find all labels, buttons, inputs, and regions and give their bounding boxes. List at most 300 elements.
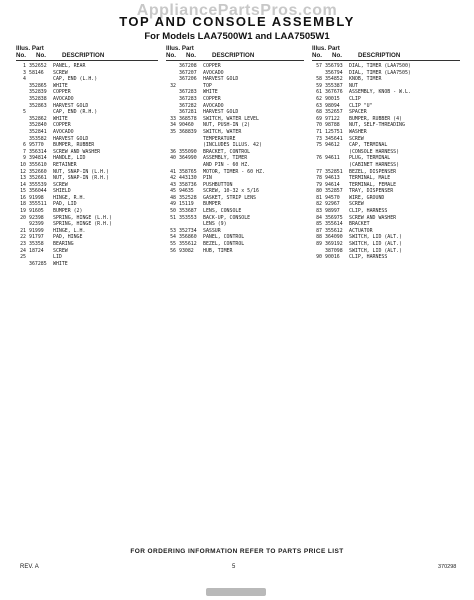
part-description: HARVEST GOLD	[53, 135, 89, 142]
part-row	[166, 182, 304, 189]
part-row	[16, 162, 158, 169]
illus-number	[16, 129, 29, 136]
part-row	[16, 76, 158, 83]
illus-number	[16, 89, 29, 96]
part-description: BEZEL, DISPENSER	[349, 168, 397, 175]
illus-number: 35	[170, 128, 176, 135]
part-description: WHITE	[203, 89, 218, 96]
illus-number	[16, 221, 29, 228]
illus-number: 18	[20, 201, 26, 208]
illus-number: 19	[20, 208, 26, 215]
header-partno: No.	[332, 52, 342, 59]
part-description: PIN	[203, 175, 212, 182]
illus-number: 68	[316, 109, 322, 116]
illus-number	[16, 103, 29, 110]
part-number: 352734	[179, 227, 197, 234]
part-row	[16, 149, 158, 156]
part-row	[312, 103, 460, 110]
illus-number	[16, 261, 29, 268]
header-description: DESCRIPTION	[62, 52, 105, 59]
illus-number: 33	[170, 115, 176, 122]
part-number: 356860	[179, 234, 197, 241]
part-number	[325, 149, 349, 156]
part-number: 352660	[29, 168, 47, 175]
part-number: 355539	[29, 181, 47, 188]
part-row	[16, 182, 158, 189]
illus-number: 24	[20, 247, 26, 254]
part-description: AND PIN - 60 HZ.	[203, 161, 251, 168]
illus-number	[16, 116, 29, 123]
illus-number	[16, 122, 29, 129]
part-description: HARVEST GOLD	[203, 109, 239, 116]
illus-number: 61	[316, 89, 322, 96]
part-number: 355612	[179, 241, 197, 248]
part-description: (CONSOLE HARNESS)	[349, 148, 400, 155]
part-number: 367208	[179, 63, 197, 69]
part-description: SWITCH, LID (ALT.)	[349, 234, 402, 241]
illus-number	[166, 76, 179, 83]
part-number: 367283	[179, 95, 197, 102]
part-row	[312, 89, 460, 96]
part-number: 91797	[29, 234, 44, 241]
header-no: No.	[312, 52, 322, 59]
part-number: 98788	[325, 122, 340, 129]
header-no: No.	[16, 52, 26, 59]
part-description: TOP	[203, 82, 212, 89]
illus-number: 85	[316, 221, 322, 228]
part-row	[312, 83, 460, 90]
page-title: TOP AND CONSOLE ASSEMBLY	[119, 14, 355, 29]
part-description: SCREW	[53, 247, 68, 254]
illus-number: 88	[316, 234, 322, 241]
part-description: AVOCADO	[203, 69, 224, 76]
illus-number: 82	[316, 201, 322, 208]
illus-number: 32	[170, 82, 176, 89]
part-description: CLIP, HARNESS	[349, 254, 388, 261]
part-description: COPPER	[53, 89, 71, 96]
part-number: 353553	[179, 214, 197, 221]
part-number: 353582	[29, 135, 47, 142]
illus-number: 10	[20, 161, 26, 168]
part-description: BUMPER, RUBBER	[53, 142, 95, 149]
part-description: SCREW, 10-32 x 5/16	[203, 188, 259, 195]
illus-number: 34	[170, 122, 176, 129]
part-number: 355612	[325, 227, 343, 234]
illus-number: 77	[316, 168, 322, 175]
illus-number	[16, 83, 29, 90]
part-description: (CABINET HARNESS)	[349, 161, 400, 168]
part-number: 352528	[179, 194, 197, 201]
part-description: SWITCH, LID (ALT.)	[349, 241, 402, 248]
illus-number: 54	[170, 234, 176, 241]
illus-number: 1	[23, 63, 26, 69]
part-row	[312, 241, 460, 248]
illus-number: 7	[23, 148, 26, 155]
part-number: 98094	[325, 102, 340, 109]
illus-number: 71	[316, 128, 322, 135]
illus-number: 51	[170, 214, 176, 221]
illus-number	[16, 136, 29, 143]
illus-number: 23	[20, 241, 26, 248]
part-description: CLIP	[349, 95, 361, 102]
part-number: 94612	[325, 142, 340, 149]
part-number	[29, 254, 53, 261]
part-row	[166, 162, 304, 169]
illus-number: 12	[20, 168, 26, 175]
part-row	[312, 215, 460, 222]
illus-number: 5	[23, 109, 26, 116]
part-row	[312, 149, 460, 156]
part-row	[166, 83, 304, 90]
part-number	[29, 109, 53, 116]
part-number: 90016	[325, 254, 340, 261]
part-description: WASHER	[349, 128, 367, 135]
illus-number: 41	[170, 168, 176, 175]
part-number: 92399	[29, 221, 44, 228]
part-row	[166, 241, 304, 248]
illus-number: 6	[23, 142, 26, 149]
part-description: SHIELD	[53, 188, 71, 195]
part-row	[166, 248, 304, 255]
part-number: 90015	[325, 95, 340, 102]
part-description: SPACER	[349, 109, 367, 116]
part-number	[179, 142, 203, 149]
part-number: 356314	[29, 148, 47, 155]
part-row	[166, 109, 304, 116]
illus-number: 20	[20, 214, 26, 221]
part-number: 93082	[179, 247, 194, 254]
part-row	[312, 136, 460, 143]
part-number: 94614	[325, 181, 340, 188]
part-row	[166, 201, 304, 208]
illus-number: 40	[170, 155, 176, 162]
part-number	[179, 136, 203, 143]
part-number: 387098	[325, 247, 343, 254]
illus-number: 80	[316, 188, 322, 195]
ordering-note: FOR ORDERING INFORMATION REFER TO PARTS PRICE LIST	[130, 548, 344, 555]
part-row	[16, 221, 158, 228]
part-number: 94570	[325, 194, 340, 201]
illus-number: 9	[23, 155, 26, 162]
part-row	[312, 221, 460, 228]
part-row	[16, 228, 158, 235]
header-partno: No.	[186, 52, 196, 59]
document-code: 370298	[438, 564, 457, 570]
part-description: GASKET, STRIP LENS	[203, 194, 256, 201]
illus-number: 87	[316, 227, 322, 234]
illus-number: 79	[316, 181, 322, 188]
part-number: 352661	[29, 175, 47, 182]
part-number: 367206	[179, 76, 197, 83]
illus-number	[166, 70, 179, 77]
part-number: 369192	[325, 241, 343, 248]
part-row	[166, 70, 304, 77]
part-description: LENS, CONSOLE	[203, 208, 242, 215]
part-number: 91605	[29, 208, 44, 215]
part-number: 367207	[179, 69, 197, 76]
illus-number: 76	[316, 155, 322, 162]
part-description: NUT, SELF-THREADING	[349, 122, 405, 129]
part-description: COPPER	[53, 122, 71, 129]
part-number: 355090	[179, 148, 197, 155]
part-row	[166, 142, 304, 149]
part-row	[312, 109, 460, 116]
part-number: 352863	[29, 102, 47, 109]
part-number: 364090	[325, 234, 343, 241]
scan-smudge	[206, 588, 266, 596]
illus-number: 21	[20, 227, 26, 234]
part-number: 355610	[29, 161, 47, 168]
part-row	[16, 254, 158, 261]
illus-number: 16	[20, 194, 26, 201]
part-number: 368839	[179, 128, 197, 135]
illus-number: 58	[316, 76, 322, 83]
part-number: 97122	[325, 115, 340, 122]
illus-number: 70	[316, 122, 322, 129]
part-description: PAD, LID	[53, 201, 77, 208]
part-row	[166, 136, 304, 143]
illus-number	[16, 96, 29, 103]
illus-number: 13	[20, 175, 26, 182]
part-row	[166, 122, 304, 129]
part-row	[312, 254, 460, 261]
part-row	[312, 96, 460, 103]
part-description: (INCLUDES ILLUS. 42)	[203, 142, 262, 149]
part-description: SCREW AND WASHER	[53, 148, 101, 155]
part-description: BEZEL, CONTROL	[203, 241, 245, 248]
illus-number: 55	[170, 241, 176, 248]
part-row	[166, 175, 304, 182]
part-row	[16, 201, 158, 208]
part-number: 18724	[29, 247, 44, 254]
part-description: BUMPER, RUBBER (4)	[349, 115, 402, 122]
part-number: 355614	[325, 221, 343, 228]
illus-number: 69	[316, 115, 322, 122]
part-row	[312, 175, 460, 182]
illus-number: 22	[20, 234, 26, 241]
part-row	[166, 63, 304, 70]
part-number: 355387	[325, 82, 343, 89]
illus-number	[166, 142, 179, 149]
illus-number: 53	[170, 227, 176, 234]
part-description: CLIP, HARNESS	[349, 208, 388, 215]
part-description: KNOB, TIMER	[349, 76, 382, 83]
part-description: TEMPERATURE	[203, 135, 236, 142]
illus-number	[166, 136, 179, 143]
divider	[312, 60, 460, 61]
illus-number: 75	[316, 142, 322, 149]
part-description: SCREW	[53, 69, 68, 76]
part-row	[16, 109, 158, 116]
part-number: 352838	[29, 95, 47, 102]
illus-number	[312, 162, 325, 169]
header-no: No.	[166, 52, 176, 59]
part-number	[325, 162, 349, 169]
part-description: BUMPER (2)	[53, 208, 83, 215]
parts-list	[312, 63, 460, 261]
part-description: CLIP "U"	[349, 102, 373, 109]
part-number: 35358	[29, 241, 44, 248]
illus-number	[312, 70, 325, 77]
part-row	[16, 83, 158, 90]
part-description: SWITCH, WATER LEVEL	[203, 115, 259, 122]
part-row	[166, 96, 304, 103]
part-row	[166, 188, 304, 195]
part-row	[16, 195, 158, 202]
illus-number: 42	[170, 175, 176, 182]
part-description: WHITE	[53, 82, 68, 89]
header-illus: Illus. Part	[312, 45, 340, 52]
part-row	[166, 215, 304, 222]
part-description: PAD, HINGE	[53, 234, 83, 241]
revision-label: REV. A	[20, 564, 39, 570]
part-description: WHITE	[53, 260, 68, 267]
illus-number: 56	[170, 247, 176, 254]
part-description: SPRING, HINGE (L.H.)	[53, 214, 112, 221]
part-row	[16, 155, 158, 162]
illus-number: 36	[170, 148, 176, 155]
part-description: DIAL, TIMER (LAA7500)	[349, 63, 411, 69]
part-description: NUT	[349, 82, 358, 89]
part-number	[179, 221, 203, 228]
part-row	[166, 208, 304, 215]
part-number: 356794	[325, 69, 343, 76]
part-row	[312, 162, 460, 169]
header-illus: Illus. Part	[166, 45, 194, 52]
part-description: SCREW AND WASHER	[349, 214, 397, 221]
part-description: NUT, SNAP-IN (L.H.)	[53, 168, 109, 175]
part-number: 356975	[325, 214, 343, 221]
part-number: 352839	[29, 89, 47, 96]
part-number: 15119	[179, 201, 194, 208]
divider	[16, 60, 158, 61]
part-description: COPPER	[203, 95, 221, 102]
parts-list	[166, 63, 304, 254]
part-number	[179, 83, 203, 90]
part-row	[16, 261, 158, 268]
part-description: HARVEST GOLD	[203, 76, 239, 83]
part-description: PANEL, CONTROL	[203, 234, 245, 241]
part-row	[312, 228, 460, 235]
part-number: 125751	[325, 128, 343, 135]
part-number: 367282	[179, 102, 197, 109]
part-number: 356044	[29, 188, 47, 195]
part-row	[16, 248, 158, 255]
header-description: DESCRIPTION	[212, 52, 255, 59]
part-row	[16, 169, 158, 176]
illus-number	[166, 109, 179, 116]
part-description: SCREW	[53, 181, 68, 188]
parts-column-2	[166, 45, 304, 254]
part-number	[179, 162, 203, 169]
parts-list	[16, 63, 158, 267]
part-row	[16, 122, 158, 129]
part-number: 90460	[179, 122, 194, 129]
part-description: PLUG, TERMINAL	[349, 155, 391, 162]
part-row	[166, 228, 304, 235]
part-row	[166, 116, 304, 123]
part-description: ASSEMBLY, KNOB - W.L.	[349, 89, 411, 96]
part-row	[166, 221, 304, 228]
part-row	[16, 96, 158, 103]
illus-number: 50	[170, 208, 176, 215]
part-number: 345641	[325, 135, 343, 142]
part-number: 91999	[29, 227, 44, 234]
part-number: 356793	[325, 63, 343, 69]
part-description: SCREW	[349, 201, 364, 208]
illus-number: 90	[316, 254, 322, 261]
illus-number: 45	[170, 188, 176, 195]
part-description: BUMPER	[203, 201, 221, 208]
part-description: SASSUR	[203, 227, 221, 234]
part-number: 94611	[325, 155, 340, 162]
illus-number: 89	[316, 241, 322, 248]
part-row	[16, 215, 158, 222]
part-number: 352857	[325, 188, 343, 195]
part-description: TERMINAL, FEMALE	[349, 181, 397, 188]
part-number: 94635	[179, 188, 194, 195]
part-row	[312, 142, 460, 149]
part-row	[312, 182, 460, 189]
part-description: BEARING	[53, 241, 74, 248]
part-description: HARVEST GOLD	[53, 102, 89, 109]
part-row	[16, 63, 158, 70]
part-row	[312, 129, 460, 136]
part-number: 368578	[179, 115, 197, 122]
part-number: 352851	[325, 168, 343, 175]
part-description: LID	[53, 254, 62, 261]
part-description: TRAY, DISPENSER	[349, 188, 394, 195]
part-number: 91998	[29, 194, 44, 201]
illus-number: 63	[316, 102, 322, 109]
divider	[166, 60, 304, 61]
part-row	[312, 63, 460, 70]
part-description: ASSEMBLY, TIMER	[203, 155, 248, 162]
part-number: 353687	[179, 208, 197, 215]
part-description: LENS (9)	[203, 221, 227, 228]
part-number: 367281	[179, 109, 197, 116]
part-number: 367285	[29, 260, 47, 267]
part-row	[312, 70, 460, 77]
part-description: SWITCH, LID (ALT.)	[349, 247, 402, 254]
part-description: DIAL, TIMER (LAA7505)	[349, 69, 411, 76]
part-description: RETAINER	[53, 161, 77, 168]
part-number: 394814	[29, 155, 47, 162]
part-row	[16, 234, 158, 241]
illus-number: 62	[316, 95, 322, 102]
part-row	[16, 136, 158, 143]
illus-number: 49	[170, 201, 176, 208]
part-number: 94613	[325, 175, 340, 182]
part-number: 364990	[179, 155, 197, 162]
illus-number: 43	[170, 181, 176, 188]
illus-number	[166, 162, 179, 169]
part-row	[16, 208, 158, 215]
part-number: 352865	[29, 82, 47, 89]
part-description: HINGE, L.H.	[53, 227, 86, 234]
part-description: NUT, PUSH-IN (2)	[203, 122, 251, 129]
part-row	[312, 248, 460, 255]
part-description: SPRING, HINGE (R.H.)	[53, 221, 112, 228]
part-row	[312, 208, 460, 215]
part-row	[16, 103, 158, 110]
part-row	[166, 149, 304, 156]
part-number: 352652	[29, 63, 47, 69]
part-description: HUB, TIMER	[203, 247, 233, 254]
part-description: SWITCH, WATER	[203, 128, 242, 135]
part-description: PUSHBUTTON	[203, 181, 233, 188]
part-row	[166, 234, 304, 241]
